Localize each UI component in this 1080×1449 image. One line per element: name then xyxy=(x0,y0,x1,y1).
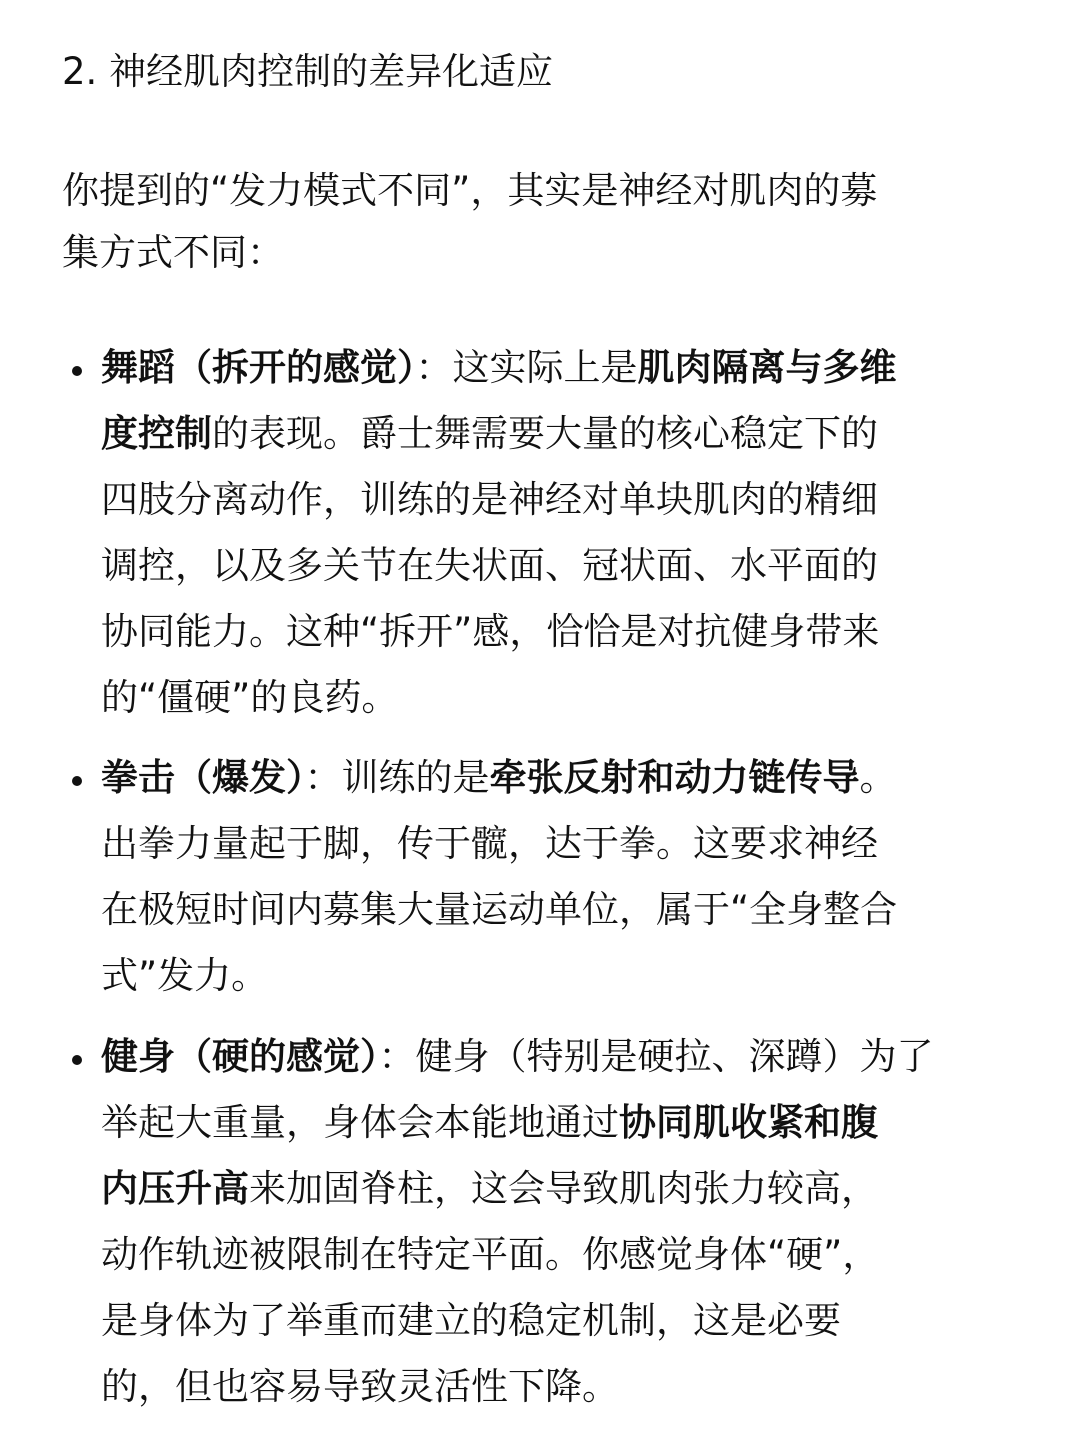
body-text: 的，但也容易导致灵活性下降。 xyxy=(101,1365,619,1408)
intro-line: 集方式不同： xyxy=(62,231,284,274)
body-text: 式”发力。 xyxy=(101,954,269,997)
bold-text: 度控制 xyxy=(101,412,212,455)
text-line xyxy=(101,335,897,401)
text-line xyxy=(101,1024,934,1090)
text-line xyxy=(101,467,897,533)
section-heading: 2. 神经肌肉控制的差异化适应 xyxy=(62,50,554,93)
bold-text: 协同肌收紧和腹 xyxy=(619,1101,878,1144)
body-text: 的“僵硬”的良药。 xyxy=(101,676,399,719)
bold-text: 牵张反射和动力链传导 xyxy=(489,756,860,799)
bold-text: 舞蹈（拆开的感觉） xyxy=(101,346,416,389)
bullet-text xyxy=(101,1024,934,1420)
body-text: ：这实际上是 xyxy=(415,346,638,389)
body-text: 来加固脊柱，这会导致肌肉张力较高， xyxy=(249,1167,878,1210)
text-line xyxy=(101,877,897,943)
text-line xyxy=(101,599,897,665)
body-text: 四肢分离动作，训练的是神经对单块肌肉的精细 xyxy=(101,478,878,521)
bullet-text xyxy=(101,335,897,731)
body-text: 。 xyxy=(859,756,897,799)
body-text: 举起大重量，身体会本能地通过 xyxy=(101,1101,619,1144)
body-text: 出拳力量起于脚，传于髋，达于拳。这要求神经 xyxy=(101,822,878,865)
body-text: ：健身（特别是硬拉、深蹲）为了 xyxy=(378,1035,934,1078)
text-line xyxy=(101,1222,934,1288)
body-text: 协同能力。这种“拆开”感，恰恰是对抗健身带来 xyxy=(101,610,880,653)
body-text: 的表现。爵士舞需要大量的核心稳定下的 xyxy=(212,412,878,455)
text-line xyxy=(101,401,897,467)
body-text: 调控，以及多关节在失状面、冠状面、水平面的 xyxy=(101,544,878,587)
body-text: 动作轨迹被限制在特定平面。你感觉身体“硬”， xyxy=(101,1233,880,1276)
text-line xyxy=(101,811,897,877)
bold-text: 肌肉隔离与多维 xyxy=(637,346,897,389)
body-text: ：训练的是 xyxy=(304,756,490,799)
text-line xyxy=(101,1090,934,1156)
text-line xyxy=(101,1156,934,1222)
body-text: 是身体为了举重而建立的稳定机制，这是必要 xyxy=(101,1299,841,1342)
bullet-dot-icon xyxy=(72,776,82,786)
bold-text: 拳击（爆发） xyxy=(101,756,305,799)
text-line xyxy=(101,745,897,811)
text-line xyxy=(101,1354,934,1420)
bold-text: 内压升高 xyxy=(101,1167,249,1210)
bullet-dot-icon xyxy=(72,1055,82,1065)
bold-text: 健身（硬的感觉） xyxy=(101,1035,379,1078)
bullet-text xyxy=(101,745,897,1009)
text-line xyxy=(101,1288,934,1354)
text-line xyxy=(101,533,897,599)
intro-paragraph xyxy=(62,160,1022,284)
text-line xyxy=(101,665,897,731)
intro-line: 你提到的“发力模式不同”，其实是神经对肌肉的募 xyxy=(62,169,878,212)
body-text: 在极短时间内募集大量运动单位，属于“全身整合 xyxy=(101,888,898,931)
bullet-dot-icon xyxy=(72,366,82,376)
text-line xyxy=(101,943,897,1009)
